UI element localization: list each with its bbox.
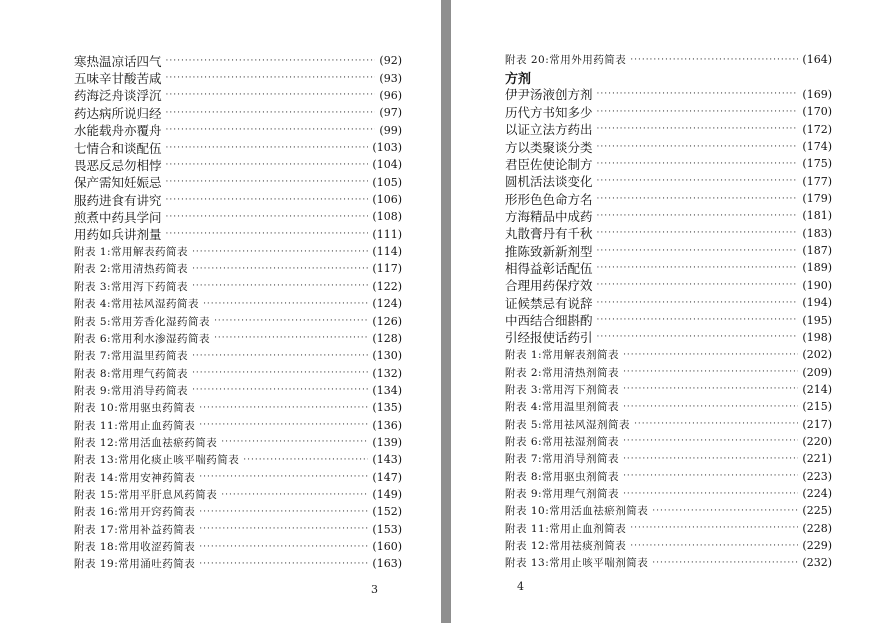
toc-entry <box>74 312 402 330</box>
dot-leader <box>597 142 799 152</box>
toc-entry-title: 用药如兵讲剂量 <box>74 227 162 243</box>
dot-leader <box>199 507 368 517</box>
right-page <box>451 0 893 623</box>
toc-entry-page: (108) <box>372 210 402 224</box>
toc-entry <box>74 330 402 348</box>
toc-entry <box>74 87 402 105</box>
dot-leader <box>199 559 368 569</box>
dot-leader <box>166 229 369 239</box>
toc-entry-title: 形形色色命方名 <box>505 191 593 207</box>
toc-entry-title: 七情合和谈配伍 <box>74 140 162 156</box>
toc-entry <box>505 502 832 520</box>
dot-leader <box>166 143 369 153</box>
toc-entry-page: (172) <box>802 122 832 136</box>
toc-entry <box>74 69 402 87</box>
toc-entry-page: (190) <box>802 278 832 292</box>
toc-entry-page: (195) <box>802 313 832 327</box>
toc-entry <box>74 451 402 469</box>
toc-entry-page: (194) <box>802 296 832 310</box>
toc-entry-page: (229) <box>802 539 832 553</box>
toc-entry-page: (202) <box>802 348 832 362</box>
left-page <box>0 0 441 623</box>
toc-entry-page: (183) <box>802 226 832 240</box>
dot-leader <box>623 471 798 481</box>
toc-entry-title: 相得益彰话配伍 <box>505 260 593 276</box>
dot-leader <box>623 350 798 360</box>
toc-entry-page: (153) <box>372 522 402 536</box>
toc-entry-page: (214) <box>802 382 832 396</box>
toc-entry-title: 附表 19:常用涌吐药简表 <box>74 558 196 571</box>
toc-entry-title: 药达病所说归经 <box>74 105 162 121</box>
toc-entry-title: 附表 14:常用安神药简表 <box>74 471 196 484</box>
toc-entry-title: 伊尹汤液创方剂 <box>505 87 593 103</box>
dot-leader <box>166 56 376 66</box>
toc-entry-title: 寒热温凉话四气 <box>74 53 162 69</box>
toc-entry-page: (134) <box>372 383 402 397</box>
toc-entry-title: 附表 10:常用活血祛瘀剂简表 <box>505 505 649 518</box>
toc-entry <box>74 503 402 521</box>
toc-entry-page: (135) <box>372 401 402 415</box>
toc-entry <box>505 381 832 399</box>
toc-entry-page: (209) <box>802 365 832 379</box>
dot-leader <box>203 299 368 309</box>
toc-entry <box>505 207 832 225</box>
toc-entry <box>505 346 832 364</box>
toc-entry-page: (152) <box>372 505 402 519</box>
toc-entry <box>74 278 402 296</box>
toc-entry <box>505 363 832 381</box>
toc-entry-page: (105) <box>372 175 402 189</box>
toc-entry-page: (103) <box>372 141 402 154</box>
toc-entry <box>74 173 402 191</box>
toc-entry-title: 历代方书知多少 <box>505 104 593 120</box>
dot-leader <box>192 351 368 361</box>
toc-entry <box>505 242 832 260</box>
toc-entry-page: (174) <box>802 140 832 153</box>
toc-entry-page: (215) <box>802 400 832 414</box>
toc-entry-page: (147) <box>372 470 402 484</box>
dot-leader <box>597 194 799 204</box>
toc-entry-title: 附表 13:常用化痰止咳平喘药简表 <box>74 454 240 467</box>
dot-leader <box>166 177 369 187</box>
dot-leader <box>166 125 376 135</box>
toc-entry-title: 保产需知妊娠忌 <box>74 175 162 191</box>
dot-leader <box>630 541 798 551</box>
toc-entry-page: (198) <box>802 330 832 344</box>
page-divider <box>441 0 451 623</box>
toc-entry <box>505 398 832 416</box>
toc-entry <box>505 311 832 329</box>
toc-entry <box>74 434 402 452</box>
toc-entry-title: 证候禁忌有说辞 <box>505 295 593 311</box>
dot-leader <box>597 228 799 238</box>
toc-entry <box>74 399 402 417</box>
toc-entry <box>505 120 832 138</box>
toc-entry-title: 推陈致新新剂型 <box>505 243 593 259</box>
toc-entry-page: (217) <box>802 417 832 431</box>
toc-entry <box>74 121 402 139</box>
dot-leader <box>199 524 368 534</box>
toc-entry-page: (114) <box>372 245 402 259</box>
toc-entry-title: 附表 9:常用理气剂简表 <box>505 488 620 500</box>
toc-entry-page: (92) <box>379 54 402 68</box>
toc-entry <box>74 347 402 365</box>
dot-leader <box>192 385 368 395</box>
toc-entry <box>74 226 402 244</box>
toc-entry-title: 合理用药保疗效 <box>505 278 593 294</box>
dot-leader <box>630 55 798 65</box>
toc-entry <box>505 172 832 190</box>
toc-entry <box>505 329 832 347</box>
toc-entry-title: 方剂 <box>505 71 532 87</box>
toc-entry-title: 附表 6:常用利水渗湿药简表 <box>74 332 211 345</box>
dot-leader <box>166 90 376 100</box>
dot-leader <box>597 280 799 290</box>
toc-entry-page: (179) <box>802 192 832 206</box>
toc-entry <box>505 190 832 208</box>
dot-leader <box>597 315 799 325</box>
toc-entry <box>505 433 832 451</box>
toc-entry <box>74 156 402 174</box>
toc-entry <box>74 243 402 261</box>
dot-leader <box>597 124 799 134</box>
toc-entry-page: (149) <box>372 488 402 501</box>
dot-leader <box>597 159 799 169</box>
toc-entry-page: (224) <box>802 487 832 500</box>
toc-entry <box>505 537 832 555</box>
toc-entry-title: 五味辛甘酸苦咸 <box>74 71 162 87</box>
toc-entry <box>74 520 402 538</box>
toc-entry-title: 引经报使话药引 <box>505 330 593 346</box>
toc-entry-title: 丸散膏丹有千秋 <box>505 226 593 242</box>
toc-entry-page: (164) <box>802 53 832 67</box>
dot-leader <box>214 316 368 326</box>
toc-entry-title: 附表 5:常用祛风湿剂简表 <box>505 418 631 431</box>
toc-entry-title: 水能载舟亦覆舟 <box>74 123 162 139</box>
dot-leader <box>192 368 368 378</box>
toc-entry <box>505 51 832 69</box>
toc-entry <box>505 294 832 312</box>
toc-entry-page: (181) <box>802 209 832 223</box>
dot-leader <box>199 420 368 430</box>
toc-entry-page: (220) <box>802 434 832 448</box>
dot-leader <box>597 246 799 256</box>
toc-entry-title: 附表 9:常用消导药简表 <box>74 384 189 397</box>
toc-entry-title: 附表 1:常用解表药简表 <box>74 246 189 259</box>
toc-entry-page: (160) <box>372 540 402 554</box>
dot-leader <box>634 419 798 429</box>
toc-entry-title: 药海泛舟谈浮沉 <box>74 88 162 104</box>
toc-entry <box>74 139 402 157</box>
toc-entry-title: 煎煮中药具学问 <box>74 209 162 225</box>
dot-leader <box>243 455 368 465</box>
toc-entry-page: (126) <box>372 314 402 328</box>
toc-entry-title: 附表 16:常用开窍药简表 <box>74 506 196 519</box>
toc-entry <box>74 104 402 122</box>
toc-entry-title: 附表 13:常用止咳平喘剂简表 <box>505 557 649 570</box>
toc-entry <box>505 485 832 503</box>
toc-entry <box>74 555 402 573</box>
toc-entry-page: (225) <box>802 504 832 518</box>
toc-entry-title: 方以类聚谈分类 <box>505 139 593 155</box>
page-number: 3 <box>371 583 378 596</box>
toc-entry-page: (106) <box>372 193 402 207</box>
toc-entry-page: (99) <box>379 123 402 137</box>
toc-entry-page: (232) <box>802 556 832 570</box>
toc-entry-title: 附表 5:常用芳香化湿药简表 <box>74 315 211 328</box>
toc-entry-page: (111) <box>372 227 402 241</box>
toc-entry-page: (228) <box>802 521 832 535</box>
dot-leader <box>597 298 799 308</box>
toc-entry-title: 畏恶反忌勿相悖 <box>74 157 162 173</box>
dot-leader <box>166 160 369 170</box>
section-heading <box>505 68 832 86</box>
dot-leader <box>166 73 376 83</box>
dot-leader <box>652 558 798 568</box>
dot-leader <box>597 89 799 99</box>
toc-entry-title: 附表 10:常用驱虫药简表 <box>74 402 196 415</box>
toc-entry <box>74 52 402 70</box>
toc-entry <box>74 382 402 400</box>
toc-entry-page: (104) <box>372 158 402 172</box>
toc-entry <box>505 225 832 243</box>
dot-leader <box>192 264 368 274</box>
toc-entry <box>505 415 832 433</box>
toc-entry-title: 附表 12:常用活血祛瘀药简表 <box>74 436 218 449</box>
toc-entry-page: (97) <box>379 106 402 120</box>
dot-leader <box>199 542 368 552</box>
toc-entry <box>74 538 402 556</box>
toc-entry-title: 附表 18:常用收涩药简表 <box>74 541 196 554</box>
toc-entry <box>74 364 402 382</box>
toc-entry-title: 附表 4:常用祛风湿药简表 <box>74 298 200 311</box>
toc-entry-page: (128) <box>372 331 402 345</box>
toc-entry <box>505 467 832 485</box>
toc-entry-title: 附表 2:常用清热剂简表 <box>505 366 620 379</box>
toc-entry-page: (93) <box>379 71 402 85</box>
toc-entry-title: 附表 12:常用祛痰剂简表 <box>505 540 627 553</box>
toc-entry-page: (132) <box>372 366 402 380</box>
toc-entry <box>74 486 402 504</box>
toc-entry-title: 附表 7:常用温里药简表 <box>74 350 189 363</box>
toc-entry-page: (117) <box>372 262 402 276</box>
toc-entry-page: (223) <box>802 469 832 483</box>
toc-entry-page: (189) <box>802 261 832 275</box>
toc-entry-page: (143) <box>372 453 402 467</box>
toc-entry-page: (169) <box>802 87 832 101</box>
toc-entry-title: 附表 4:常用温里剂简表 <box>505 401 620 414</box>
dot-leader <box>652 506 798 516</box>
toc-entry-title: 附表 8:常用驱虫剂简表 <box>505 470 620 483</box>
toc-entry <box>505 138 832 156</box>
toc-entry <box>505 519 832 537</box>
toc-entry-page: (136) <box>372 418 402 432</box>
dot-leader <box>623 367 798 377</box>
dot-leader <box>623 489 798 499</box>
toc-entry-page: (175) <box>802 157 832 171</box>
toc-entry-page: (170) <box>802 105 832 119</box>
toc-entry <box>505 450 832 468</box>
dot-leader <box>192 281 368 291</box>
toc-entry <box>74 191 402 209</box>
toc-entry <box>74 295 402 313</box>
toc-entry-page: (122) <box>372 279 402 293</box>
dot-leader <box>597 211 799 221</box>
dot-leader <box>221 437 368 447</box>
toc-entry-title: 中西结合细斟酌 <box>505 313 593 328</box>
toc-entry-page: (139) <box>372 435 402 449</box>
toc-entry-title: 方海精品中成药 <box>505 208 593 224</box>
dot-leader <box>166 108 376 118</box>
toc-entry-title: 附表 11:常用止血剂简表 <box>505 522 627 535</box>
toc-entry <box>74 416 402 434</box>
dot-leader <box>166 195 369 205</box>
dot-leader <box>199 403 368 413</box>
toc-entry <box>74 260 402 278</box>
toc-entry-page: (221) <box>802 452 832 466</box>
toc-entry-title: 附表 1:常用解表剂简表 <box>505 349 620 362</box>
toc-entry <box>505 554 832 572</box>
dot-leader <box>623 384 798 394</box>
toc-entry-page: (187) <box>802 244 832 258</box>
toc-entry-page: (124) <box>372 297 402 311</box>
dot-leader <box>597 176 799 186</box>
dot-leader <box>597 107 799 117</box>
dot-leader <box>199 472 368 482</box>
dot-leader <box>623 454 798 464</box>
dot-leader <box>630 523 798 533</box>
toc-entry-title: 附表 15:常用平肝息风药简表 <box>74 489 218 501</box>
dot-leader <box>192 247 368 257</box>
dot-leader <box>214 333 368 343</box>
toc-entry-page: (130) <box>372 349 402 363</box>
dot-leader <box>221 490 368 500</box>
page-number: 4 <box>517 580 524 593</box>
toc-entry-title: 附表 17:常用补益药简表 <box>74 523 196 536</box>
toc-entry-title: 附表 3:常用泻下剂简表 <box>505 383 620 396</box>
toc-entry-title: 附表 6:常用祛湿剂简表 <box>505 435 620 448</box>
toc-entry-title: 服药进食有讲究 <box>74 192 162 208</box>
toc-entry <box>505 103 832 121</box>
toc-entry-page: (177) <box>802 174 832 188</box>
dot-leader <box>623 402 798 412</box>
dot-leader <box>597 263 799 273</box>
toc-entry-title: 附表 7:常用消导剂简表 <box>505 453 620 466</box>
toc-entry-title: 以证立法方药出 <box>505 122 593 138</box>
toc-entry <box>505 86 832 104</box>
toc-entry <box>74 468 402 486</box>
toc-entry-title: 附表 2:常用清热药简表 <box>74 263 189 276</box>
toc-entry-page: (96) <box>379 88 402 102</box>
toc-entry-title: 附表 20:常用外用药简表 <box>505 54 627 67</box>
toc-entry-page: (163) <box>372 557 402 571</box>
toc-entry <box>505 277 832 295</box>
toc-entry-title: 附表 11:常用止血药简表 <box>74 419 196 432</box>
toc-entry <box>505 155 832 173</box>
toc-entry <box>74 208 402 226</box>
toc-entry-title: 附表 8:常用理气药简表 <box>74 367 189 380</box>
toc-entry <box>505 259 832 277</box>
toc-entry-title: 附表 3:常用泻下药简表 <box>74 280 189 293</box>
dot-leader <box>597 332 799 342</box>
toc-entry-title: 君臣佐使论制方 <box>505 156 593 172</box>
toc-entry-title: 圆机活法谈变化 <box>505 174 593 190</box>
dot-leader <box>166 212 369 222</box>
dot-leader <box>623 436 798 446</box>
